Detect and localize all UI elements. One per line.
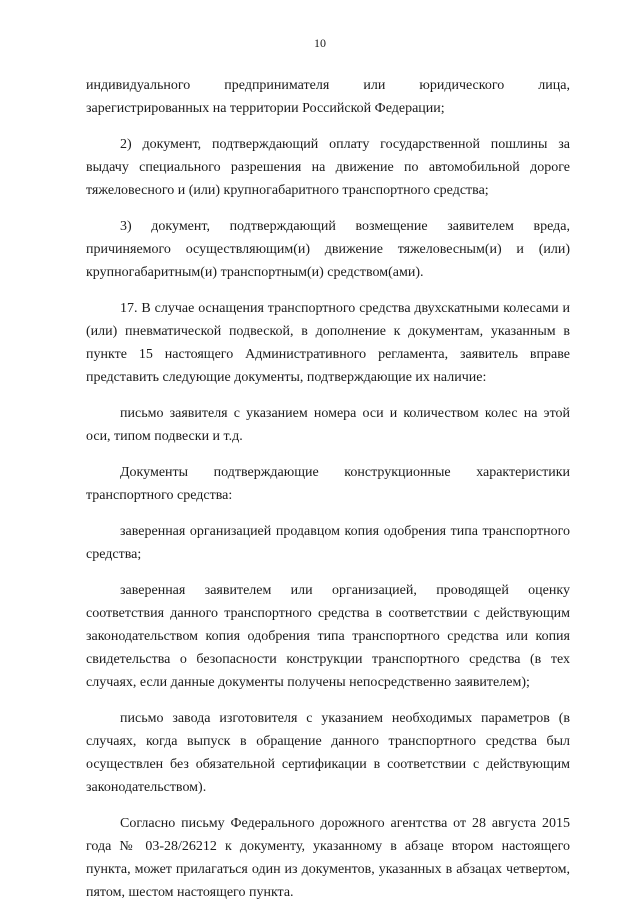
paragraph-manufacturer-letter: письмо завода изготовителя с указанием необходимых параметров (в случаях, когда выпуск в обращение данного транспортного средства был осуществлен без обязательной сертификации в соответствии с действующим законодательством). <box>86 711 570 795</box>
paragraph-letter-applicant: письмо заявителя с указанием номера оси и количеством колес на этой оси, типом подвески и т.д. <box>86 406 570 444</box>
paragraph-item-3: 3) документ, подтверждающий возмещение заявителем вреда, причиняемого осуществляющим(и) движение тяжеловесным(и) и (или) крупногабаритным(и) транспортным(и) средством(ами). <box>86 219 570 280</box>
paragraph-agency-letter: Согласно письму Федерального дорожного агентства от 28 августа 2015 года № 03-28/26212 к документу, указанному в абзаце втором настоящего пункта, может прилагаться один из документов, указанных в абзацах четвертом, пятом, шестом настоящего пункта. <box>86 816 570 900</box>
document-body <box>86 74 570 915</box>
paragraph-certified-copy-applicant: заверенная заявителем или организацией, проводящей оценку соответствия данного транспортного средства в соответствии с действующим законодательством копия одобрения типа транспортного средства или копия свидетельства о безопасности конструкции транспортного средства (в тех случаях, если данные документы получены непосредственно заявителем); <box>86 583 570 690</box>
paragraph-clause-17: 17. В случае оснащения транспортного средства двухскатными колесами и (или) пневматической подвеской, в дополнение к документам, указанным в пункте 15 настоящего Административного регламента, заявитель вправе представить следующие документы, подтверждающие их наличие: <box>86 301 570 385</box>
paragraph-certified-copy-seller: заверенная организацией продавцом копия одобрения типа транспортного средства; <box>86 524 570 562</box>
paragraph-continuation: индивидуального предпринимателя или юридического лица, зарегистрированных на территории Российской Федерации; <box>86 78 570 116</box>
page-number: 10 <box>314 36 326 50</box>
paragraph-documents-heading: Документы подтверждающие конструкционные характеристики транспортного средства: <box>86 465 570 503</box>
paragraph-item-2: 2) документ, подтверждающий оплату государственной пошлины за выдачу специального разрешения на движение по автомобильной дороге тяжеловесного и (или) крупногабаритного транспортного средства; <box>86 137 570 198</box>
